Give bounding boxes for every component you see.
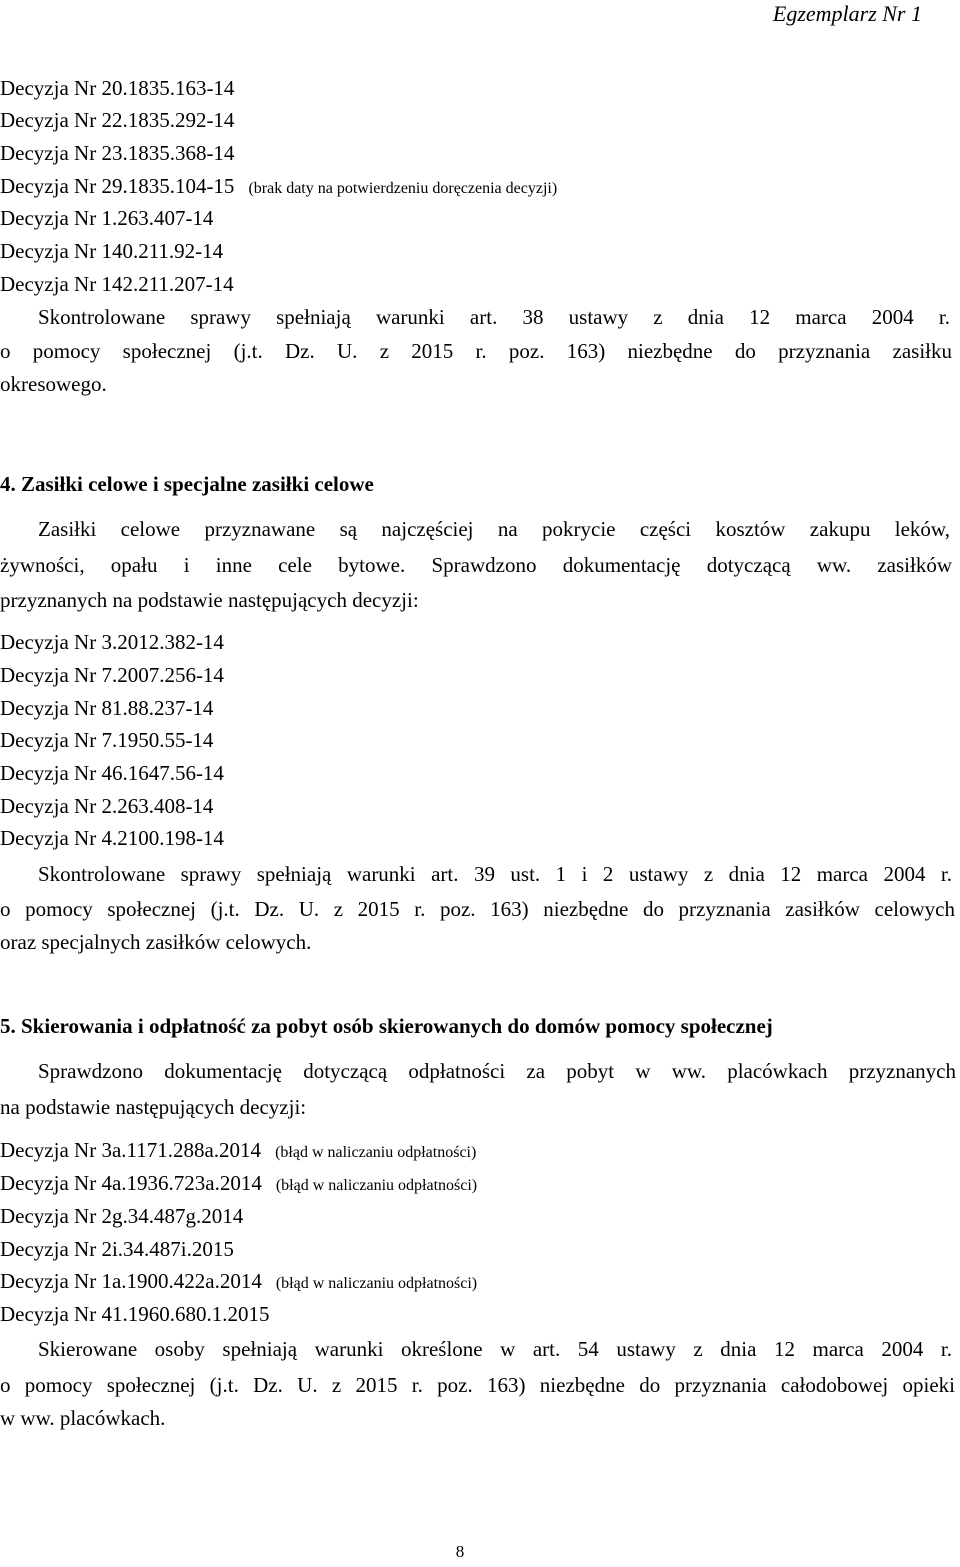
intro-line: żywności, opału i inne cele bytowe. Sprawdzono dokumentację dotyczącą ww. zasiłków: [0, 553, 952, 577]
list-item: [0, 172, 557, 203]
list-item: [0, 1235, 234, 1263]
decision-id: Decyzja Nr 22.1835.292-14: [0, 108, 235, 132]
intro-line: przyznanych na podstawie następujących decyzji:: [0, 588, 419, 612]
section4-heading: 4. Zasiłki celowe i specjalne zasiłki celowe: [0, 472, 374, 496]
list-item: [0, 1300, 269, 1328]
conclusion-line: o pomocy społecznej (j.t. Dz. U. z 2015 r. poz. 163) niezbędne do przyznania zasiłków celowych: [0, 897, 955, 921]
decision-id: Decyzja Nr 4a.1936.723a.2014: [0, 1171, 262, 1195]
list-item: [0, 139, 234, 167]
decision-id: Decyzja Nr 41.1960.680.1.2015: [0, 1302, 270, 1326]
copy-header: Egzemplarz Nr 1: [772, 1, 922, 26]
conclusion-line: okresowego.: [0, 372, 107, 396]
decision-id: Decyzja Nr 1.263.407-14: [0, 206, 214, 230]
decision-id: Decyzja Nr 20.1835.163-14: [0, 76, 235, 100]
list-item: [0, 1136, 476, 1167]
list-item: [0, 74, 234, 102]
section5-heading: 5. Skierowania i odpłatność za pobyt osób skierowanych do domów pomocy społecznej: [0, 1014, 773, 1038]
list-item: [0, 1202, 243, 1230]
decision-id: Decyzja Nr 29.1835.104-15: [0, 174, 235, 198]
list-item: [0, 1169, 477, 1200]
decision-note: (błąd w naliczaniu odpłatności): [275, 1177, 478, 1194]
decision-id: Decyzja Nr 2i.34.487i.2015: [0, 1237, 234, 1261]
list-item: Decyzja Nr 2.263.408-14: [0, 794, 214, 818]
decision-id: Decyzja Nr 142.211.207-14: [0, 272, 234, 296]
decision-id: Decyzja Nr 1a.1900.422a.2014: [0, 1269, 262, 1293]
list-item: Decyzja Nr 7.2007.256-14: [0, 663, 224, 687]
intro-line: na podstawie następujących decyzji:: [0, 1095, 307, 1119]
list-item: [0, 1267, 477, 1298]
intro-line: Sprawdzono dokumentację dotyczącą odpłatności za pobyt w ww. placówkach przyznanych: [38, 1059, 956, 1083]
conclusion-line: Skontrolowane sprawy spełniają warunki art. 38 ustawy z dnia 12 marca 2004 r.: [38, 305, 950, 329]
list-item: Decyzja Nr 4.2100.198-14: [0, 826, 224, 850]
decision-id: Decyzja Nr 140.211.92-14: [0, 239, 224, 263]
conclusion-line: oraz specjalnych zasiłków celowych.: [0, 930, 312, 954]
intro-line: Zasiłki celowe przyznawane są najczęściej na pokrycie części kosztów zakupu leków,: [38, 517, 950, 541]
conclusion-line: o pomocy społecznej (j.t. Dz. U. z 2015 r. poz. 163) niezbędne do przyznania całodobowej opieki: [0, 1373, 955, 1397]
list-item: [0, 237, 223, 265]
list-item: Decyzja Nr 46.1647.56-14: [0, 761, 224, 785]
page-number: 8: [455, 1542, 465, 1561]
conclusion-line: w ww. placówkach.: [0, 1406, 166, 1430]
list-item: Decyzja Nr 81.88.237-14: [0, 696, 214, 720]
decision-id: Decyzja Nr 3a.1171.288a.2014: [0, 1138, 262, 1162]
decision-note: (brak daty na potwierdzeniu doręczenia decyzji): [248, 180, 558, 197]
list-item: Decyzja Nr 7.1950.55-14: [0, 728, 214, 752]
decision-note: (błąd w naliczaniu odpłatności): [275, 1144, 477, 1161]
list-item: [0, 106, 234, 134]
conclusion-line: o pomocy społecznej (j.t. Dz. U. z 2015 r. poz. 163) niezbędne do przyznania zasiłku: [0, 339, 952, 363]
list-item: [0, 204, 213, 232]
decision-note: (błąd w naliczaniu odpłatności): [275, 1275, 478, 1292]
conclusion-line: Skontrolowane sprawy spełniają warunki art. 39 ust. 1 i 2 ustawy z dnia 12 marca 2004 r.: [38, 862, 952, 886]
list-item: [0, 270, 234, 298]
decision-id: Decyzja Nr 23.1835.368-14: [0, 141, 235, 165]
conclusion-line: Skierowane osoby spełniają warunki określone w art. 54 ustawy z dnia 12 marca 2004 r.: [38, 1337, 952, 1361]
list-item: Decyzja Nr 3.2012.382-14: [0, 630, 224, 654]
decision-id: Decyzja Nr 2g.34.487g.2014: [0, 1204, 244, 1228]
